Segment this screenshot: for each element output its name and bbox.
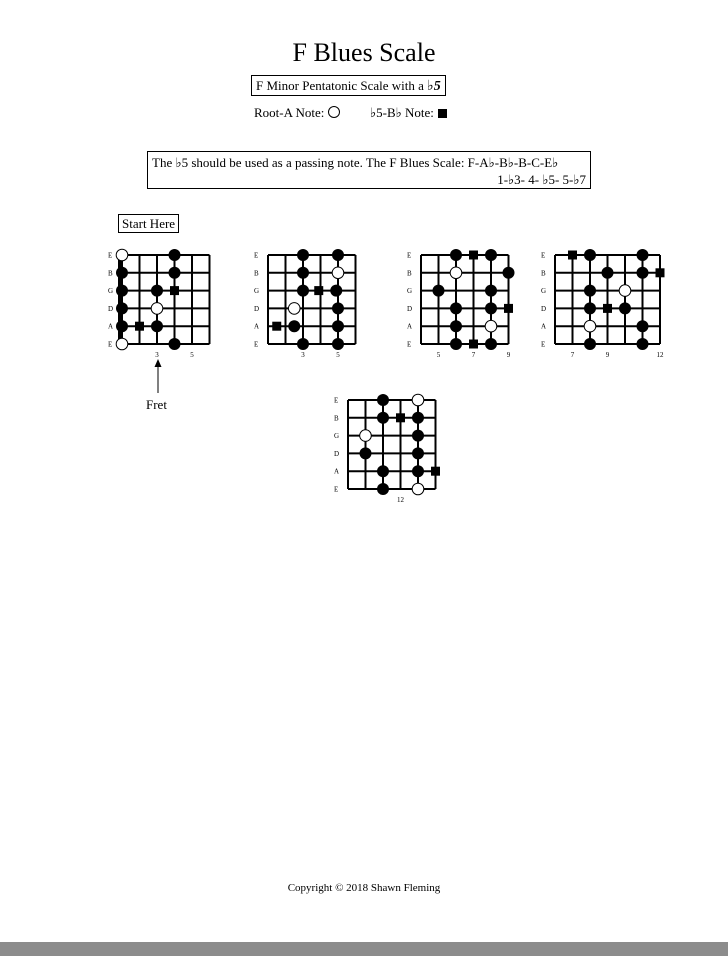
root-marker: [450, 267, 462, 279]
fret-number: 7: [570, 351, 575, 359]
fret-number: 12: [656, 351, 664, 359]
string-label: A: [254, 322, 260, 331]
scale-note-marker: [116, 302, 128, 314]
root-marker: [288, 303, 300, 315]
fretboard-2: [254, 249, 356, 359]
fret-number: 12: [397, 496, 404, 504]
root-marker: [412, 483, 424, 495]
page-title: F Blues Scale: [292, 38, 436, 67]
string-label: G: [108, 287, 114, 296]
string-label: D: [541, 304, 547, 313]
bottom-bar: [0, 942, 728, 956]
scale-note-marker: [584, 338, 596, 350]
flat5-marker: [603, 304, 612, 313]
root-marker: [116, 338, 128, 350]
scale-note-marker: [332, 320, 344, 332]
flat5-marker: [314, 286, 323, 295]
scale-note-marker: [332, 302, 344, 314]
scale-note-marker: [412, 465, 424, 477]
scale-note-marker: [116, 267, 128, 279]
fret-label: Fret: [146, 397, 167, 412]
flat5-marker: [469, 251, 478, 260]
string-label: G: [334, 432, 340, 441]
scale-note-marker: [584, 302, 596, 314]
scale-note-marker: [116, 285, 128, 297]
flat5-marker: [568, 251, 577, 260]
scale-note-marker: [602, 267, 614, 279]
scale-note-marker: [485, 249, 497, 261]
string-label: E: [108, 340, 113, 349]
fretboard-4: [541, 249, 665, 359]
scale-note-marker: [151, 285, 163, 297]
flat5-marker: [170, 286, 179, 295]
note-line-2: 1-♭3- 4- ♭5- 5-♭7: [497, 172, 586, 187]
root-marker: [584, 320, 596, 332]
string-label: A: [407, 322, 413, 331]
string-label: E: [407, 251, 412, 260]
string-label: E: [254, 340, 259, 349]
root-marker: [116, 249, 128, 261]
root-marker: [485, 320, 497, 332]
string-label: B: [407, 269, 412, 278]
scale-note-marker: [169, 338, 181, 350]
scale-note-marker: [485, 338, 497, 350]
scale-note-marker: [412, 430, 424, 442]
scale-note-marker: [637, 249, 649, 261]
flat5-marker: [135, 322, 144, 331]
fret-number: 7: [471, 351, 476, 359]
string-label: D: [254, 304, 260, 313]
flat5-marker: [504, 304, 513, 313]
string-label: A: [541, 322, 547, 331]
string-label: E: [334, 396, 339, 405]
scale-note-marker: [412, 412, 424, 424]
subtitle-text: F Minor Pentatonic Scale with a: [256, 78, 428, 93]
scale-note-marker: [360, 447, 372, 459]
string-label: E: [541, 251, 546, 260]
scale-note-marker: [637, 267, 649, 279]
string-label: E: [254, 251, 259, 260]
fret-arrow: [155, 359, 162, 393]
scale-note-marker: [450, 338, 462, 350]
subtitle-flat5: ♭5: [427, 79, 441, 94]
string-label: A: [334, 467, 340, 476]
fret-number: 9: [605, 351, 610, 359]
fretboard-1: [108, 249, 210, 359]
string-label: E: [407, 340, 412, 349]
string-label: D: [108, 304, 114, 313]
scale-note-marker: [584, 285, 596, 297]
fret-number: 3: [301, 351, 305, 359]
flat5-marker: [272, 322, 281, 331]
scale-note-marker: [297, 338, 309, 350]
scale-note-marker: [412, 447, 424, 459]
scale-note-marker: [377, 465, 389, 477]
string-label: D: [334, 449, 340, 458]
scale-note-marker: [503, 267, 515, 279]
scale-note-marker: [637, 320, 649, 332]
scale-note-marker: [619, 302, 631, 314]
scale-note-marker: [450, 302, 462, 314]
scale-note-marker: [297, 267, 309, 279]
string-label: B: [334, 414, 339, 423]
start-here-label: Start Here: [118, 214, 179, 233]
scale-note-marker: [332, 338, 344, 350]
scale-note-marker: [377, 394, 389, 406]
fret-number: 5: [336, 351, 340, 359]
scale-note-marker: [330, 285, 342, 297]
scale-note-marker: [169, 267, 181, 279]
string-label: E: [108, 251, 113, 260]
flat5-marker: [469, 340, 478, 349]
fret-number: 5: [436, 351, 441, 359]
root-marker: [412, 394, 424, 406]
scale-note-marker: [433, 285, 445, 297]
root-marker: [151, 303, 163, 315]
fretboard-3: [407, 249, 515, 359]
string-label: G: [541, 287, 547, 296]
fret-number: 5: [190, 351, 194, 359]
copyright: Copyright © 2018 Shawn Fleming: [287, 882, 441, 894]
flat5-marker: [431, 467, 440, 476]
flat5-marker: [396, 413, 405, 422]
string-label: B: [108, 269, 113, 278]
string-label: G: [407, 287, 413, 296]
scale-note-marker: [151, 320, 163, 332]
fretboard-5: [334, 394, 440, 504]
scale-note-marker: [297, 249, 309, 261]
string-label: B: [541, 269, 546, 278]
scale-note-marker: [169, 249, 181, 261]
scale-note-marker: [288, 320, 300, 332]
scale-note-marker: [637, 338, 649, 350]
scale-note-marker: [116, 320, 128, 332]
fret-number: 3: [155, 351, 159, 359]
string-label: E: [541, 340, 546, 349]
string-label: G: [254, 287, 260, 296]
scale-note-marker: [450, 249, 462, 261]
fret-number: 9: [506, 351, 511, 359]
string-label: D: [407, 304, 413, 313]
scale-note-marker: [584, 249, 596, 261]
scale-note-marker: [485, 302, 497, 314]
string-label: E: [334, 485, 339, 494]
scale-note-marker: [377, 412, 389, 424]
flat5-marker: [656, 268, 665, 277]
scale-note-marker: [332, 249, 344, 261]
string-label: A: [108, 322, 114, 331]
root-marker: [360, 430, 372, 442]
string-label: B: [254, 269, 259, 278]
legend-flat5-label: ♭5-B♭ Note:: [370, 105, 434, 120]
note-line-1: The ♭5 should be used as a passing note. The F Blues Scale: F-A♭-B♭-B-C-E♭: [152, 155, 559, 170]
scale-note-marker: [297, 285, 309, 297]
scale-note-marker: [485, 285, 497, 297]
scale-note-marker: [377, 483, 389, 495]
scale-note-marker: [450, 320, 462, 332]
root-marker: [619, 285, 631, 297]
root-marker: [332, 267, 344, 279]
legend-root-label: Root-A Note:: [254, 105, 325, 120]
